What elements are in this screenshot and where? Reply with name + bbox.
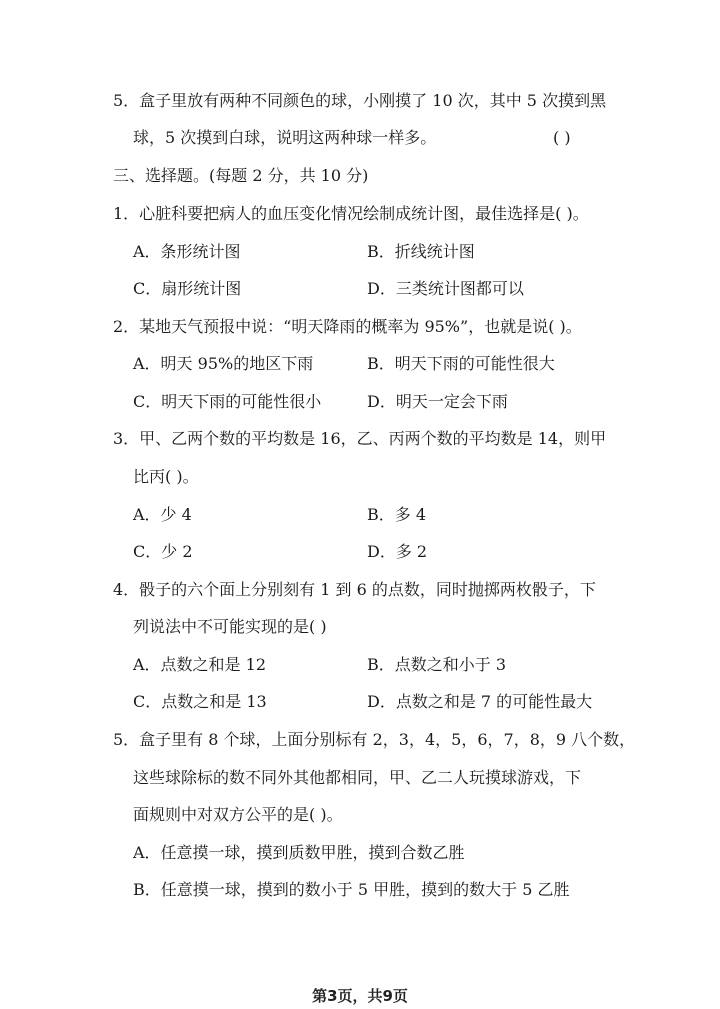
question-1-option-d: D．三类统计图都可以 bbox=[367, 279, 524, 298]
question-5-stem-line1: 5．盒子里有 8 个球，上面分别标有 2，3，4，5，6，7，8，9 八个数， bbox=[113, 730, 636, 749]
question-4-option-b: B．点数之和小于 3 bbox=[367, 655, 507, 674]
question-2-stem: 2．某地天气预报中说：“明天降雨的概率为 95%”，也就是说( )。 bbox=[113, 317, 582, 336]
question-1-option-c: C．扇形统计图 bbox=[133, 279, 242, 298]
question-3-stem-line2: 比丙( )。 bbox=[133, 467, 199, 486]
question-5-option-b: B．任意摸一球，摸到的数小于 5 甲胜，摸到的数大于 5 乙胜 bbox=[133, 880, 570, 899]
question-2-option-d: D．明天一定会下雨 bbox=[367, 392, 508, 411]
judge-q5-line2: 球，5 次摸到白球，说明这两种球一样多。 bbox=[133, 128, 437, 147]
question-1-stem: 1．心脏科要把病人的血压变化情况绘制成统计图，最佳选择是( )。 bbox=[113, 204, 589, 223]
page-footer: 第3页，共9页 bbox=[312, 987, 408, 1005]
question-2-option-a: A．明天 95%的地区下雨 bbox=[133, 354, 314, 373]
question-4-option-d: D．点数之和是 7 的可能性最大 bbox=[367, 692, 593, 711]
question-5-option-a: A．任意摸一球，摸到质数甲胜，摸到合数乙胜 bbox=[133, 843, 465, 862]
question-4-stem-line2: 列说法中不可能实现的是( ) bbox=[133, 617, 327, 636]
question-4-option-c: C．点数之和是 13 bbox=[133, 692, 267, 711]
question-3-option-b: B．多 4 bbox=[367, 505, 427, 524]
section-title: 三、选择题。(每题 2 分，共 10 分) bbox=[113, 166, 369, 185]
judge-q5-answer-paren: ( ) bbox=[553, 128, 571, 147]
question-5-stem-line3: 面规则中对双方公平的是( )。 bbox=[133, 805, 343, 824]
question-3-stem-line1: 3．甲、乙两个数的平均数是 16，乙、丙两个数的平均数是 14，则甲 bbox=[113, 429, 607, 448]
question-2-option-c: C．明天下雨的可能性很小 bbox=[133, 392, 322, 411]
judge-q5-line1: 5．盒子里放有两种不同颜色的球，小刚摸了 10 次，其中 5 次摸到黑 bbox=[113, 91, 607, 110]
question-3-option-d: D．多 2 bbox=[367, 542, 428, 561]
question-3-option-a: A．少 4 bbox=[133, 505, 192, 524]
question-3-option-c: C．少 2 bbox=[133, 542, 193, 561]
question-5-stem-line2: 这些球除标的数不同外其他都相同，甲、乙二人玩摸球游戏，下 bbox=[133, 768, 582, 787]
question-1-option-a: A．条形统计图 bbox=[133, 242, 241, 261]
question-1-option-b: B．折线统计图 bbox=[367, 242, 475, 261]
question-4-option-a: A．点数之和是 12 bbox=[133, 655, 267, 674]
question-2-option-b: B．明天下雨的可能性很大 bbox=[367, 354, 555, 373]
question-4-stem-line1: 4．骰子的六个面上分别刻有 1 到 6 的点数，同时抛掷两枚骰子，下 bbox=[113, 580, 596, 599]
